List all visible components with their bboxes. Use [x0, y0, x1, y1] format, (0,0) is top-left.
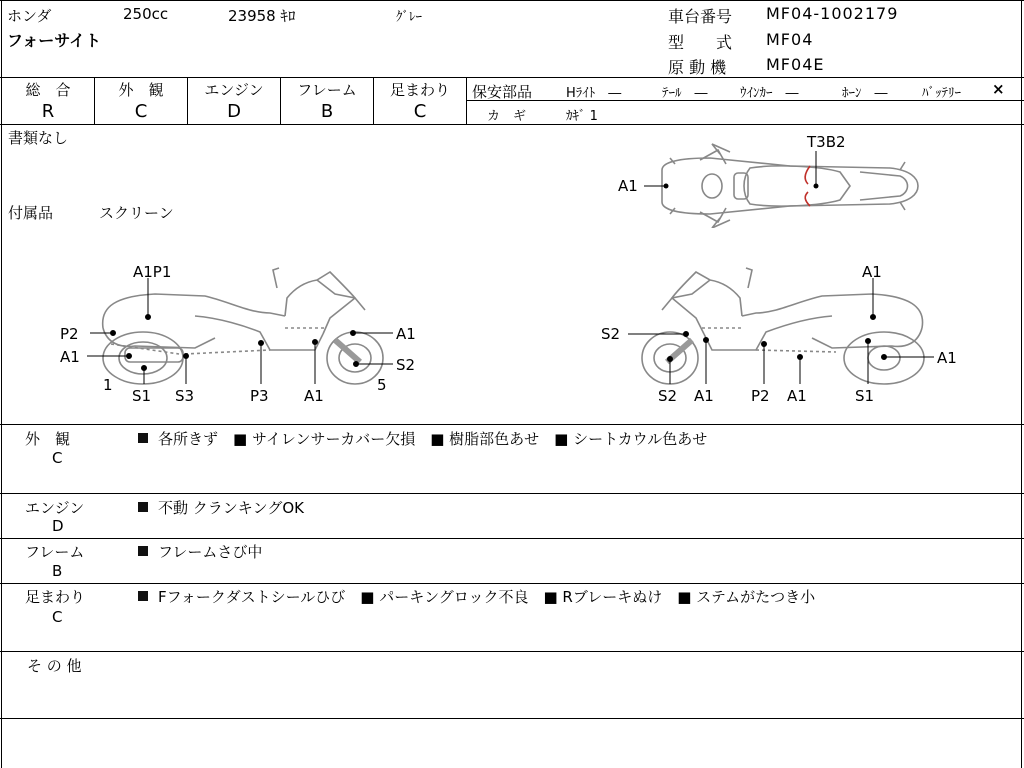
grade-exterior-value: C	[134, 101, 148, 122]
grade-overall-label: 総 合	[25, 81, 71, 99]
label-r-p2: P2	[751, 387, 770, 405]
label-r-a1-rear: A1	[937, 349, 957, 367]
comment-suspension-text: Fフォークダストシールひび ■ パーキングロック不良 ■ Rブレーキぬけ ■ ステムがたつき小	[138, 586, 815, 607]
border-right	[1021, 0, 1022, 768]
label-r-a1-top: A1	[862, 263, 882, 281]
comment-exterior-label: 外 観	[25, 430, 71, 448]
key-value: ｶｷﾞ 1	[566, 109, 598, 124]
bullet-square-icon	[138, 546, 148, 556]
grade-frame-value: B	[320, 101, 334, 122]
label-s2: S2	[396, 356, 416, 374]
safety-headlight: Hﾗｲﾄ ―	[566, 86, 622, 101]
label-r-s1: S1	[855, 387, 875, 405]
label-r-s2-bottom: S2	[658, 387, 678, 405]
comment-frame-text: フレームさび中	[138, 541, 262, 562]
key-label: カ ギ	[487, 109, 527, 124]
label-t3b2: T3B2	[807, 133, 846, 151]
comment-exterior-text: 各所きず ■ サイレンサーカバー欠損 ■ 樹脂部色あせ ■ シートカウル色あせ	[138, 428, 707, 449]
divider-c1	[0, 493, 1024, 494]
comment-exterior-grade: C	[52, 449, 63, 467]
label-a1-rear: A1	[60, 348, 80, 366]
comment-other-label: そ の 他	[27, 657, 82, 675]
type-label: 型 式	[668, 33, 733, 52]
divider-c2	[0, 538, 1024, 539]
divider-c4	[0, 651, 1024, 652]
grade-sep-5	[466, 77, 467, 124]
label-1: 1	[103, 376, 113, 394]
grade-exterior-label: 外 観	[118, 81, 164, 99]
comment-engine-label: エンジン	[25, 499, 85, 517]
label-a1-front: A1	[396, 325, 416, 343]
label-s1: S1	[132, 387, 152, 405]
comment-frame-label: フレーム	[25, 543, 85, 561]
engine-label: 原 動 機	[668, 58, 727, 77]
comment-frame-grade: B	[52, 562, 63, 580]
type-value: MF04	[766, 30, 814, 49]
grade-engine-value: D	[227, 101, 241, 122]
displacement: 250cc	[123, 5, 169, 23]
label-top-a1: A1	[618, 177, 638, 195]
label-r-s2: S2	[601, 325, 621, 343]
accessories-value: スクリーン	[99, 204, 174, 222]
bullet-square-icon	[138, 433, 148, 443]
divider-c5	[0, 718, 1024, 719]
chassis-label: 車台番号	[668, 7, 733, 26]
label-5: 5	[377, 376, 387, 394]
divider-header	[0, 77, 1024, 78]
label-p3: P3	[250, 387, 269, 405]
border-top	[0, 0, 1024, 1]
safety-horn: ﾎｰﾝ ―	[842, 86, 888, 101]
bullet-square-icon	[138, 502, 148, 512]
color: ｸﾞﾚｰ	[396, 10, 422, 25]
comment-engine-grade: D	[52, 517, 64, 535]
comment-engine-text: 不動 クランキングOK	[138, 497, 304, 518]
label-a1-front-bottom: A1	[304, 387, 324, 405]
divider-c3	[0, 583, 1024, 584]
maker: ホンダ	[7, 7, 52, 25]
mileage: 23958 ｷﾛ	[228, 7, 296, 25]
safety-tail: ﾃｰﾙ ―	[662, 86, 708, 101]
safety-winker: ｳｲﾝｶｰ ―	[740, 86, 799, 101]
right-side-diagram	[596, 258, 968, 410]
safety-title: 保安部品	[472, 83, 533, 101]
grade-frame-label: フレーム	[297, 81, 357, 99]
comment-suspension-label: 足まわり	[25, 588, 86, 606]
grade-overall-value: R	[41, 101, 55, 122]
safety-battery: ﾊﾞｯﾃﾘｰ	[922, 86, 961, 101]
label-a1p1: A1P1	[133, 263, 172, 281]
label-p2: P2	[60, 325, 79, 343]
divider-grades	[0, 124, 1024, 125]
engine-value: MF04E	[766, 55, 825, 74]
bullet-square-icon	[138, 591, 148, 601]
divider-diagram	[0, 424, 1024, 425]
grade-engine-label: エンジン	[204, 81, 264, 99]
label-s3: S3	[175, 387, 195, 405]
left-side-diagram	[55, 258, 435, 410]
model-name: フォーサイト	[7, 31, 102, 50]
label-r-a1-bottom-2: A1	[787, 387, 807, 405]
accessories-label: 付属品	[8, 204, 54, 222]
label-r-a1-bottom-1: A1	[694, 387, 714, 405]
grade-suspension-value: C	[413, 101, 427, 122]
documents-note: 書類なし	[8, 129, 69, 147]
battery-x-mark: ×	[992, 80, 1005, 98]
chassis-value: MF04-1002179	[766, 4, 899, 23]
comment-suspension-grade: C	[52, 608, 63, 626]
grade-suspension-label: 足まわり	[389, 81, 450, 99]
top-view-diagram	[600, 128, 940, 228]
